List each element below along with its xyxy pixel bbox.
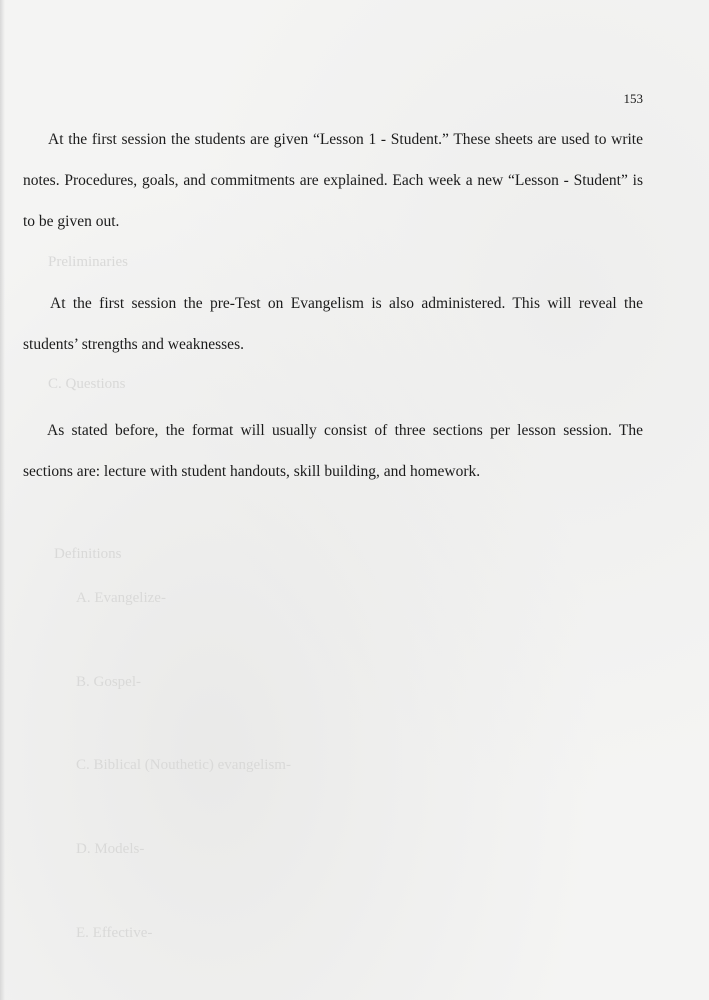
paragraph-pre-test: At the first session the pre-Test on Evangelism is also administered. This will reveal the students’ strengths and weaknesses. (23, 295, 643, 353)
scan-edge-shadow (0, 0, 5, 1000)
bleed-through-text: D. Models- (76, 841, 145, 857)
page-number: 153 (623, 91, 643, 106)
bleed-through-text: Definitions (54, 546, 122, 562)
bleed-through-text: A. Evangelize- (76, 590, 166, 606)
bleed-through-text: Preliminaries (48, 254, 128, 270)
bleed-through-text: C. Questions (48, 376, 126, 392)
bleed-through-text: E. Effective- (76, 925, 153, 941)
bleed-through-text: B. Gospel- (76, 674, 141, 690)
paragraph-lesson-sheets: At the first session the students are given “Lesson 1 - Student.” These sheets are used to write notes. Procedures, goals, and commitments are explained. Each week a new “Lesson - Student” is to be given out. (23, 131, 643, 230)
paragraph-format: As stated before, the format will usually consist of three sections per lesson session. The sections are: lecture with student handouts, skill building, and homework. (23, 422, 643, 480)
bleed-through-text: C. Biblical (Nouthetic) evangelism- (76, 757, 291, 773)
